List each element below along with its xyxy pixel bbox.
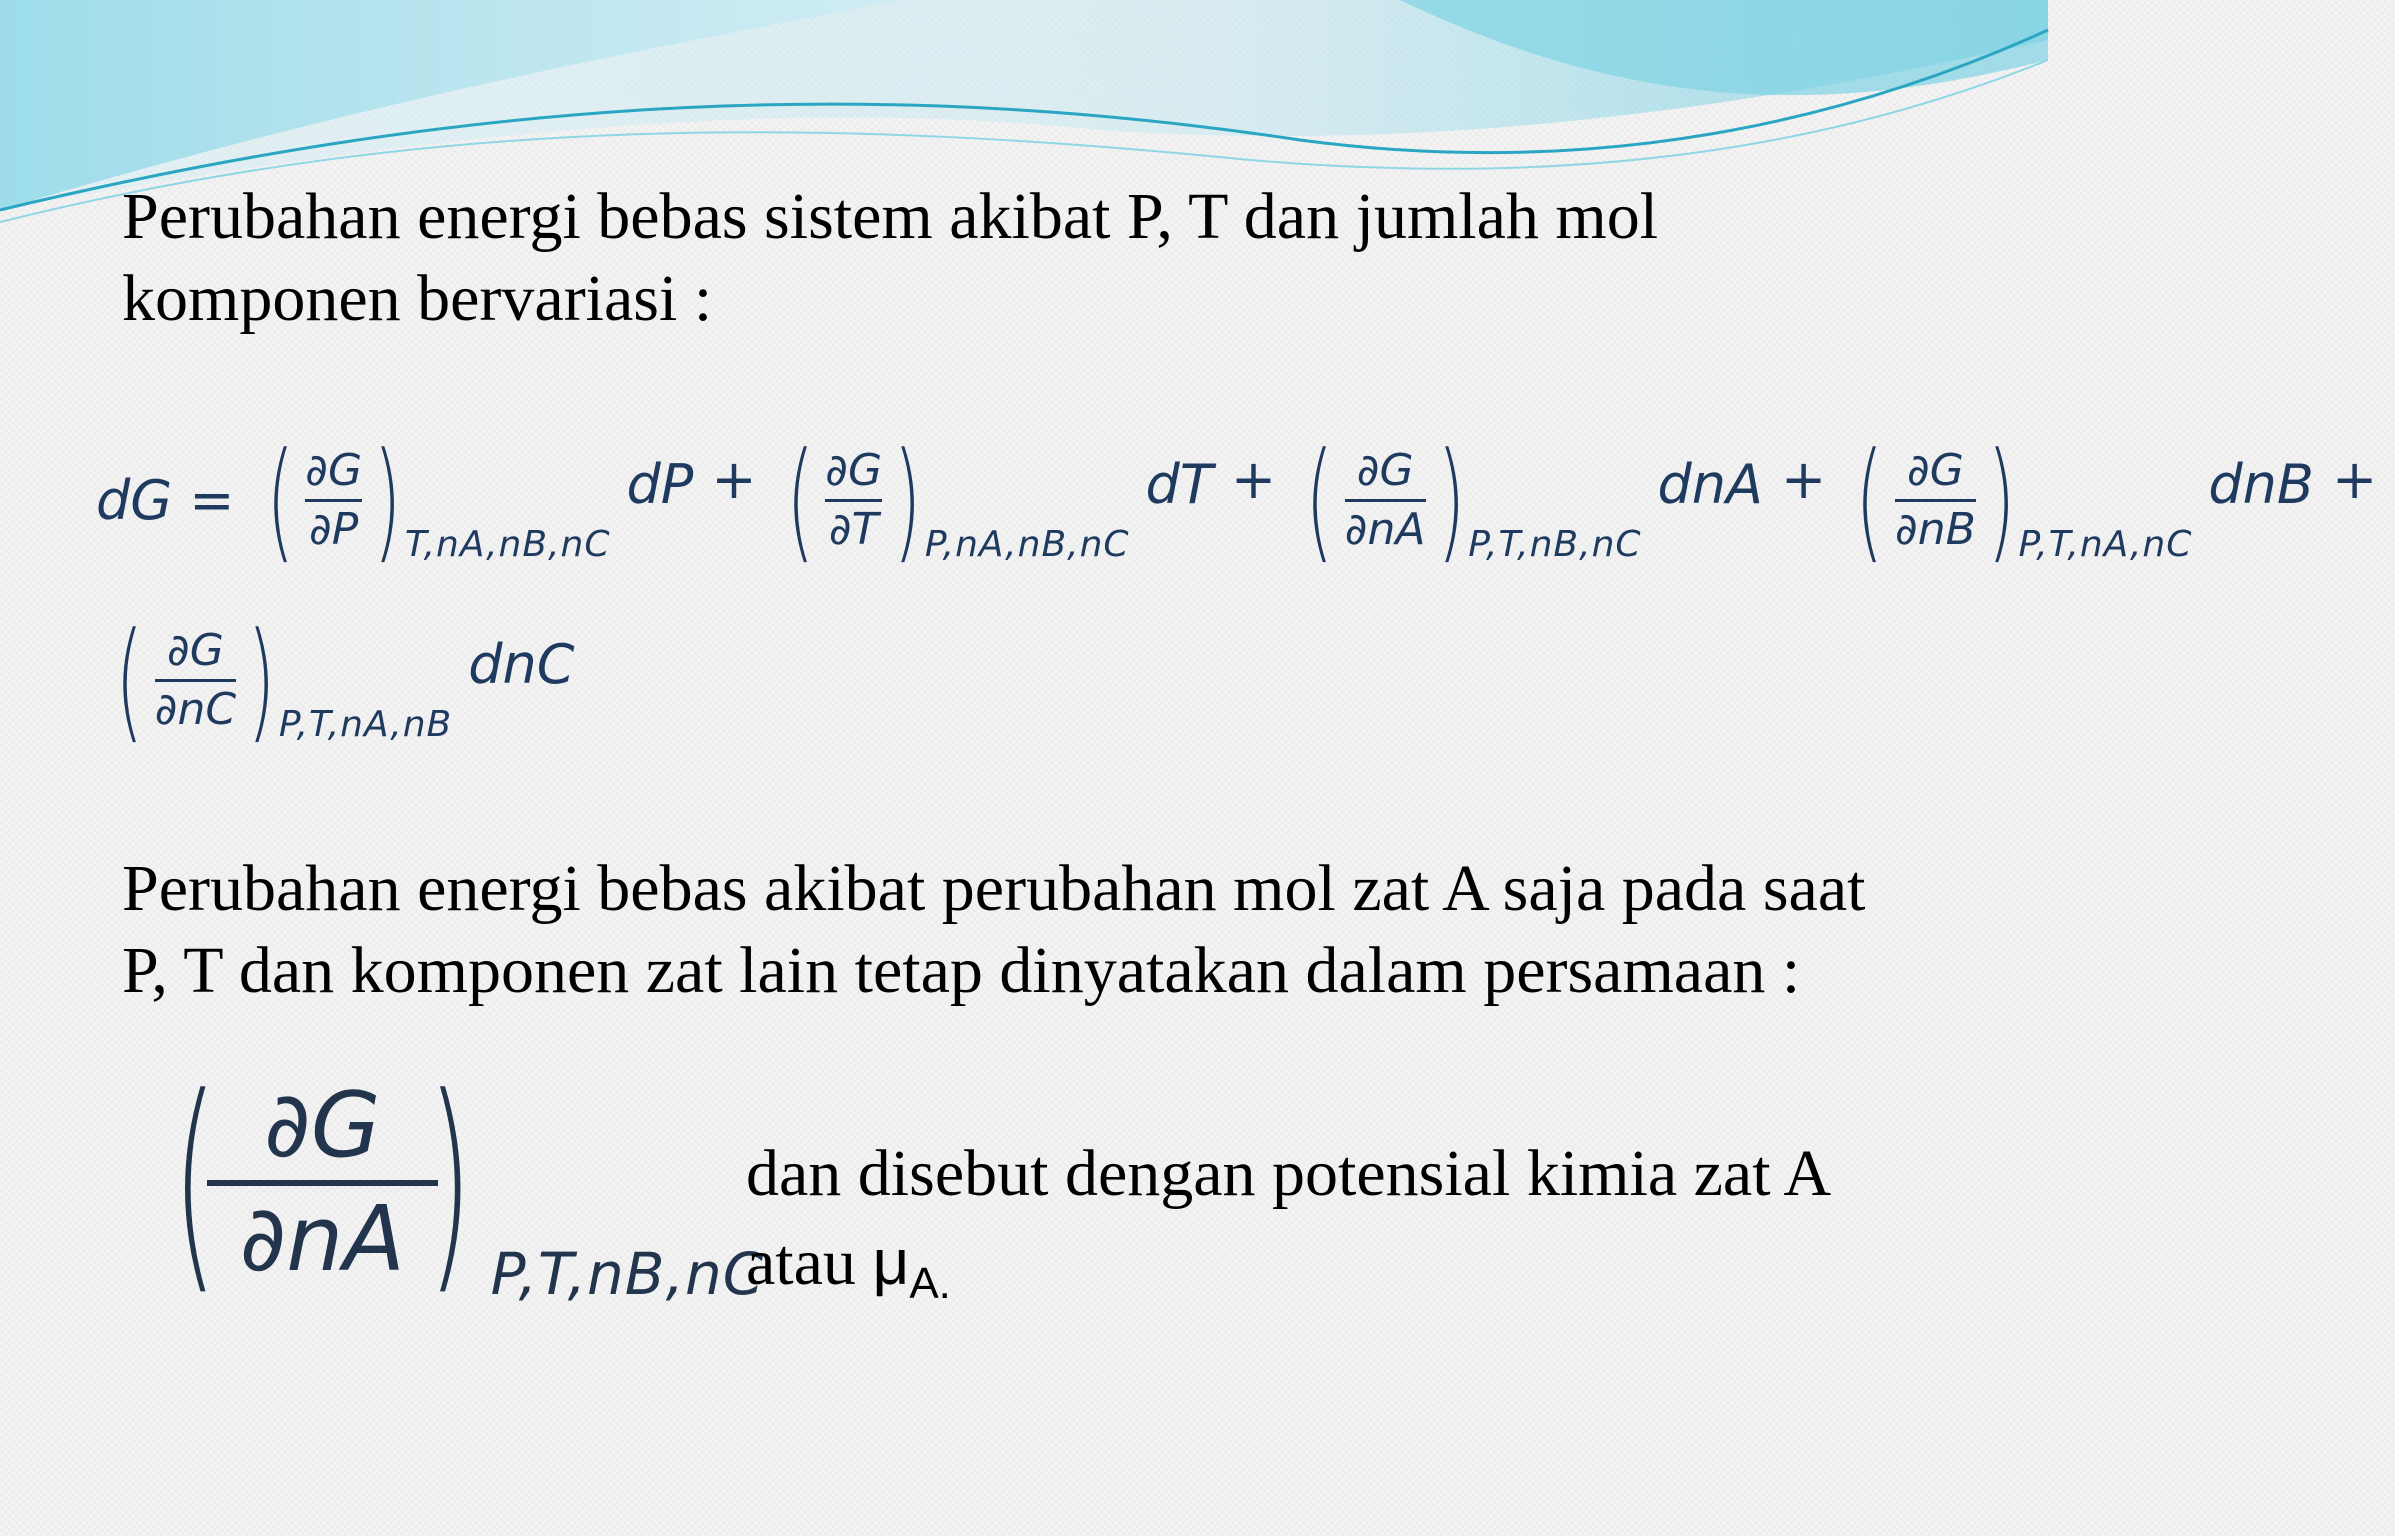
equation-lhs: dG = bbox=[96, 468, 235, 532]
mu-subscript: A. bbox=[909, 1259, 951, 1308]
denominator: ∂nC bbox=[154, 683, 237, 735]
fraction-bar bbox=[825, 499, 882, 502]
numerator: ∂G bbox=[166, 624, 224, 676]
partial-term-p bbox=[255, 424, 694, 576]
denominator: ∂T bbox=[828, 503, 879, 555]
fraction bbox=[239, 1073, 405, 1292]
chemical-potential-partial bbox=[150, 1049, 765, 1316]
held-constant-subscript: P,T,nA,nB bbox=[278, 704, 453, 745]
numerator: ∂G bbox=[305, 444, 363, 496]
denominator: ∂nA bbox=[1344, 503, 1426, 555]
explanation-line-1: Perubahan energi bebas akibat perubahan mol zat A saja pada saat bbox=[122, 852, 1866, 925]
denominator: ∂P bbox=[309, 503, 359, 555]
description-line-1: dan disebut dengan potensial kimia zat A bbox=[746, 1137, 1832, 1210]
denominator: ∂nB bbox=[1894, 503, 1976, 555]
mu-symbol bbox=[872, 1226, 951, 1308]
held-constant-subscript: T,nA,nB,nC bbox=[404, 524, 611, 565]
numerator: ∂G bbox=[825, 444, 883, 496]
fraction-bar bbox=[1345, 499, 1426, 502]
right-paren: ) bbox=[1987, 424, 2016, 576]
plus-sign: + bbox=[1230, 448, 1277, 511]
numerator: ∂G bbox=[264, 1073, 381, 1178]
held-constant-subscript: P,T,nB,nC bbox=[1468, 524, 1642, 565]
left-paren: ( bbox=[115, 604, 144, 756]
left-paren: ( bbox=[1855, 424, 1884, 576]
plus-sign: + bbox=[711, 448, 757, 511]
partial-term-nc bbox=[104, 604, 575, 756]
differential: dP bbox=[626, 453, 694, 516]
fraction-bar bbox=[305, 499, 362, 502]
numerator: ∂G bbox=[1356, 444, 1414, 496]
fraction bbox=[1344, 444, 1426, 555]
fraction-bar bbox=[155, 679, 236, 682]
intro-line-2: komponen bervariasi : bbox=[122, 262, 713, 335]
held-constant-subscript: P,nA,nB,nC bbox=[924, 524, 1130, 565]
fraction-bar bbox=[1895, 499, 1976, 502]
fraction-bar bbox=[207, 1180, 438, 1186]
numerator: ∂G bbox=[1906, 444, 1964, 496]
differential: dT bbox=[1145, 453, 1213, 516]
right-paren: ) bbox=[893, 424, 922, 576]
differential: dnC bbox=[468, 633, 575, 696]
fraction bbox=[825, 444, 883, 555]
explanation-paragraph bbox=[122, 848, 1865, 1012]
left-paren: ( bbox=[785, 424, 814, 576]
right-paren: ) bbox=[373, 424, 402, 576]
total-differential-equation-line-2 bbox=[104, 600, 574, 760]
partial-term-t bbox=[775, 424, 1213, 576]
right-paren: ) bbox=[427, 1049, 473, 1316]
intro-line-1: Perubahan energi bebas sistem akibat P, T dan jumlah mol bbox=[122, 180, 1659, 253]
mu-glyph: μ bbox=[872, 1226, 910, 1298]
held-constant-subscript: P,T,nA,nC bbox=[2018, 524, 2193, 565]
partial-term-na bbox=[1294, 424, 1763, 576]
intro-paragraph bbox=[122, 176, 1658, 340]
plus-sign: + bbox=[1780, 448, 1827, 511]
explanation-line-2: P, T dan komponen zat lain tetap dinyatakan dalam persamaan : bbox=[122, 934, 1801, 1007]
fraction bbox=[1894, 444, 1976, 555]
fraction bbox=[305, 444, 363, 555]
right-paren: ) bbox=[247, 604, 276, 756]
total-differential-equation-line-1 bbox=[96, 424, 2395, 576]
differential: dnB bbox=[2208, 453, 2314, 516]
plus-sign: + bbox=[2331, 448, 2378, 511]
denominator: ∂nA bbox=[239, 1187, 405, 1292]
right-paren: ) bbox=[1436, 424, 1465, 576]
held-constant-subscript: P,T,nB,nC bbox=[490, 1240, 765, 1308]
partial-term-nb bbox=[1844, 424, 2314, 576]
left-paren: ( bbox=[1305, 424, 1334, 576]
differential: dnA bbox=[1657, 453, 1763, 516]
description-line-2: atau bbox=[746, 1226, 856, 1299]
left-paren: ( bbox=[172, 1049, 218, 1316]
left-paren: ( bbox=[265, 424, 294, 576]
fraction bbox=[154, 624, 237, 735]
chemical-potential-description bbox=[746, 1130, 1831, 1328]
